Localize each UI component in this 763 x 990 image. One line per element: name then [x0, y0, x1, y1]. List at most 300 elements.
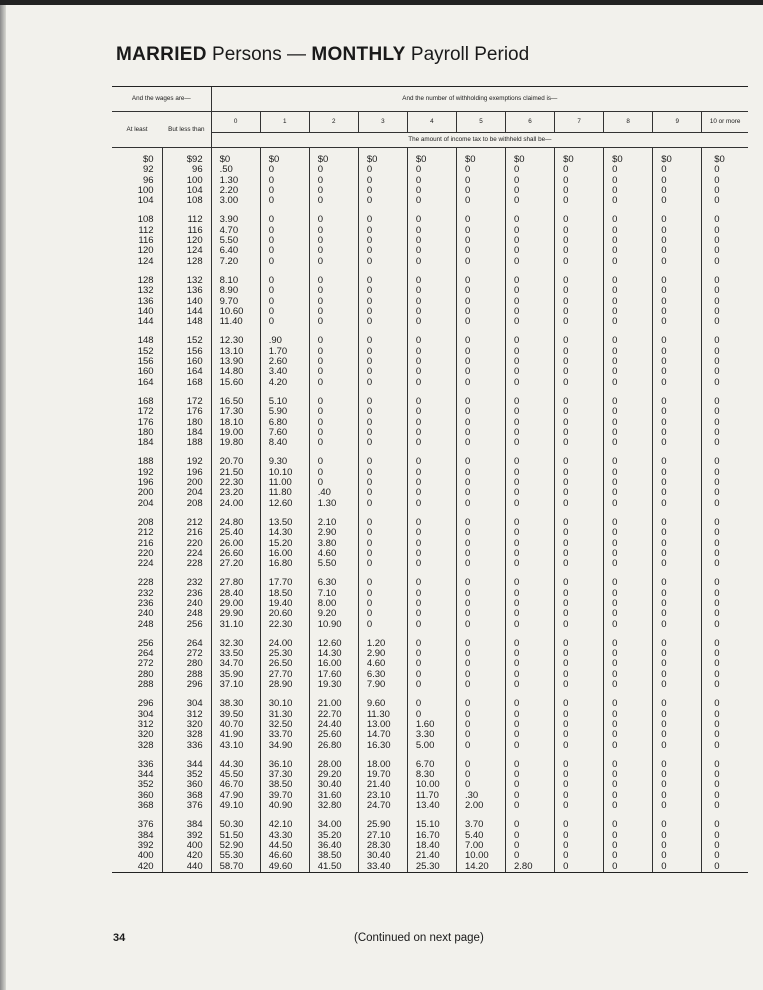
row-group: [563, 267, 603, 327]
row-group: [163, 327, 203, 387]
wage-value: 400: [137, 850, 154, 862]
tax-value: 0: [714, 637, 720, 649]
tax-value: 0: [563, 416, 569, 428]
tax-value: 18.50: [268, 587, 293, 599]
row-group: [269, 448, 309, 508]
column-exemptions-5: [456, 148, 505, 873]
row-group: [269, 267, 309, 327]
tax-value: 0: [464, 195, 471, 207]
tax-value: 0: [464, 637, 471, 649]
tax-value: 7.60: [268, 426, 288, 438]
row-group: [367, 690, 407, 750]
tax-value: 1.30: [317, 497, 337, 509]
tax-value: 6.40: [219, 245, 239, 257]
wage-value: 152: [137, 345, 154, 357]
tax-value: 0: [415, 184, 422, 196]
tax-value: 19.00: [219, 426, 244, 438]
tax-value: 0: [317, 356, 324, 368]
tax-value: 0: [612, 758, 618, 770]
tax-value: 0: [661, 235, 667, 247]
tax-value: 5.50: [317, 558, 337, 570]
tax-value: 25.90: [366, 819, 391, 831]
tax-value: 0: [415, 527, 422, 539]
tax-value: 0: [563, 829, 569, 841]
tax-value: 33.50: [219, 648, 244, 660]
row-group: [514, 206, 554, 266]
row-group: [514, 448, 554, 508]
tax-value: $0: [612, 154, 623, 165]
tax-value: 0: [714, 497, 720, 509]
tax-value: 0: [612, 516, 618, 528]
tax-value: 0: [415, 648, 422, 660]
tax-value: 0: [317, 345, 324, 357]
row-group: [220, 751, 260, 811]
tax-value: 0: [612, 224, 618, 236]
tax-value: 0: [464, 779, 471, 791]
tax-value: 10.00: [415, 779, 440, 791]
tax-value: 0: [317, 316, 324, 328]
tax-value: 0: [563, 648, 569, 660]
wage-value: 180: [137, 426, 154, 438]
row-group: [563, 327, 603, 387]
tax-value: 0: [563, 335, 569, 347]
tax-value: 0: [661, 829, 667, 841]
tax-value: 0: [268, 195, 274, 207]
tax-value: 4.20: [268, 376, 288, 388]
row-group: [220, 811, 260, 871]
wage-value: 312: [137, 718, 154, 730]
wage-value: 200: [186, 477, 203, 489]
wage-value: 228: [137, 577, 154, 589]
wage-value: 136: [137, 295, 154, 307]
tax-value: 0: [317, 477, 324, 489]
tax-value: 0: [366, 547, 373, 559]
tax-value: 0: [464, 758, 471, 770]
row-group: [563, 388, 603, 448]
tax-value: 0: [317, 305, 324, 317]
tax-value: 0: [514, 679, 520, 691]
tax-value: 0: [464, 376, 471, 388]
tax-value: 0: [563, 839, 569, 851]
tax-value: 0: [514, 335, 520, 347]
tax-value: .50: [219, 164, 233, 176]
tax-value: 2.80: [514, 860, 533, 872]
tax-value: 40.70: [219, 718, 244, 730]
tax-value: 0: [714, 668, 720, 680]
tax-value: 0: [714, 437, 720, 449]
tax-value: 0: [366, 376, 373, 388]
tax-value: 30.40: [366, 850, 391, 862]
tax-value: 0: [612, 618, 618, 630]
tax-value: 0: [464, 345, 471, 357]
wage-value: 288: [186, 668, 203, 680]
tax-value: 0: [415, 164, 422, 176]
wage-value: 208: [186, 497, 203, 509]
row-group: [163, 206, 203, 266]
withholding-table: [112, 86, 748, 873]
tax-value: 0: [714, 285, 720, 297]
wage-value: 312: [186, 708, 203, 720]
row-group: [163, 811, 203, 871]
tax-value: 0: [563, 819, 569, 831]
column-exemptions-3: [358, 148, 407, 873]
tax-value: 0: [612, 819, 618, 831]
col-header-4: 4: [407, 112, 456, 133]
page-number: 34: [113, 932, 126, 944]
tax-value: 0: [514, 658, 520, 670]
row-group: [220, 690, 260, 750]
tax-value: 20.60: [268, 608, 293, 620]
tax-value: 0: [661, 174, 667, 186]
col-header-2: 2: [309, 112, 358, 133]
tax-value: 0: [366, 255, 373, 267]
tax-value: 0: [366, 184, 373, 196]
tax-value: 0: [514, 255, 520, 267]
tax-value: 0: [464, 527, 471, 539]
row-group: [714, 388, 748, 448]
tax-value: 0: [514, 406, 520, 418]
tax-value: 9.30: [268, 456, 288, 468]
row-group: [514, 690, 554, 750]
wage-value: 272: [137, 658, 154, 670]
tax-value: 0: [563, 597, 569, 609]
tax-value: 0: [563, 779, 569, 791]
tax-value: 28.00: [317, 758, 342, 770]
row-group: [661, 448, 701, 508]
col-header-7: 7: [555, 112, 604, 133]
tax-value: 0: [366, 466, 373, 478]
row-group: [112, 751, 154, 811]
wage-value: 240: [137, 608, 154, 620]
tax-value: 37.30: [268, 769, 293, 781]
tax-value: 0: [366, 587, 373, 599]
tax-value: $0: [661, 154, 672, 165]
tax-value: 0: [661, 224, 667, 236]
wage-value: 344: [137, 769, 154, 781]
row-group: [163, 690, 203, 750]
tax-value: 0: [317, 466, 324, 478]
tax-value: 0: [563, 618, 569, 630]
tax-value: 0: [714, 789, 720, 801]
tax-value: 0: [661, 547, 667, 559]
row-group: [563, 148, 603, 206]
tax-value: 0: [612, 637, 618, 649]
tax-value: 0: [661, 426, 667, 438]
tax-value: 33.70: [268, 729, 293, 741]
col-header-8: 8: [604, 112, 653, 133]
tax-value: 0: [366, 497, 373, 509]
row-group: [514, 267, 554, 327]
tax-value: 16.50: [219, 395, 244, 407]
tax-value: 0: [415, 477, 422, 489]
tax-value: 3.00: [219, 195, 239, 207]
tax-value: 0: [563, 366, 569, 378]
tax-value: 0: [268, 274, 274, 286]
wage-value: 104: [186, 184, 203, 196]
tax-value: 0: [714, 698, 720, 710]
tax-value: 0: [514, 395, 520, 407]
wage-value: 224: [186, 547, 203, 559]
row-group: [220, 630, 260, 690]
tax-header: The amount of income tax to be withheld shall be—: [211, 133, 748, 148]
tax-value: 0: [563, 437, 569, 449]
tax-value: 0: [366, 214, 373, 226]
tax-value: 0: [514, 305, 520, 317]
tax-value: 26.50: [268, 658, 293, 670]
row-group: [563, 569, 603, 629]
row-group: [465, 448, 505, 508]
tax-value: 0: [612, 708, 618, 720]
row-group: [318, 448, 358, 508]
column-exemptions-2: [309, 148, 358, 873]
tax-value: 0: [612, 174, 618, 186]
tax-value: 35.20: [317, 829, 342, 841]
column-exemptions-8: [604, 148, 653, 873]
tax-value: 0: [612, 739, 618, 751]
tax-value: 0: [317, 235, 324, 247]
tax-value: 25.30: [415, 860, 440, 872]
tax-value: 51.50: [219, 829, 244, 841]
tax-value: 0: [464, 356, 471, 368]
tax-value: 9.20: [317, 608, 337, 620]
tax-value: 34.00: [317, 819, 342, 831]
continued-note: (Continued on next page): [354, 932, 484, 944]
tax-value: .30: [464, 789, 479, 801]
tax-value: 0: [317, 245, 324, 257]
tax-value: 22.30: [268, 618, 293, 630]
wage-value: 328: [137, 739, 154, 751]
row-group: [714, 327, 748, 387]
row-group: [112, 630, 154, 690]
tax-value: 10.00: [464, 850, 489, 862]
tax-value: 1.30: [219, 174, 239, 186]
tax-value: 0: [612, 376, 618, 388]
tax-value: 4.60: [317, 547, 337, 559]
tax-value: 0: [661, 739, 667, 751]
col-header-1: 1: [260, 112, 309, 133]
tax-value: 0: [661, 366, 667, 378]
tax-value: 47.90: [219, 789, 244, 801]
tax-value: 0: [514, 537, 520, 549]
tax-value: 49.10: [219, 800, 244, 812]
wage-value: 272: [186, 648, 203, 660]
tax-value: 0: [714, 558, 720, 570]
tax-value: 0: [661, 487, 667, 499]
wage-value: 376: [186, 800, 203, 812]
row-group: [163, 751, 203, 811]
tax-value: 0: [415, 174, 422, 186]
tax-value: 0: [464, 456, 471, 468]
tax-value: 0: [464, 184, 471, 196]
tax-value: 0: [464, 235, 471, 247]
tax-value: 0: [714, 195, 720, 207]
tax-value: 14.30: [317, 648, 342, 660]
tax-value: 0: [464, 285, 471, 297]
tax-value: 0: [415, 224, 422, 236]
tax-value: 30.40: [317, 779, 342, 791]
table-body: [112, 148, 748, 873]
tax-value: 0: [563, 729, 569, 741]
tax-value: 0: [714, 316, 720, 328]
tax-value: 0: [563, 345, 569, 357]
tax-value: 0: [563, 789, 569, 801]
tax-value: 29.20: [317, 769, 342, 781]
tax-value: 0: [514, 285, 520, 297]
wage-value: 232: [186, 577, 203, 589]
tax-value: 27.70: [268, 668, 293, 680]
tax-value: 0: [464, 658, 471, 670]
tax-value: 0: [563, 174, 569, 186]
tax-value: 0: [661, 679, 667, 691]
tax-value: 0: [714, 295, 720, 307]
row-group: [112, 448, 154, 508]
tax-value: .90: [268, 335, 282, 347]
tax-value: 0: [464, 729, 471, 741]
tax-value: 0: [514, 839, 520, 851]
wage-value: 280: [137, 668, 154, 680]
tax-value: 0: [661, 668, 667, 680]
tax-value: 0: [366, 577, 373, 589]
tax-value: $0: [514, 154, 525, 165]
tax-value: 6.80: [268, 416, 288, 428]
tax-value: 23.10: [366, 789, 391, 801]
tax-value: 0: [714, 608, 720, 620]
tax-value: 0: [612, 456, 618, 468]
row-group: [269, 206, 309, 266]
tax-value: 0: [714, 366, 720, 378]
tax-value: 0: [514, 668, 520, 680]
tax-value: 19.80: [219, 437, 244, 449]
tax-value: 0: [661, 437, 667, 449]
tax-value: 0: [268, 295, 274, 307]
row-group: [416, 267, 456, 327]
tax-value: 0: [415, 416, 422, 428]
tax-value: 0: [714, 477, 720, 489]
tax-value: 0: [464, 516, 471, 528]
tax-value: 41.50: [317, 860, 342, 872]
tax-value: 11.80: [268, 487, 292, 499]
tax-value: 0: [612, 587, 618, 599]
tax-value: 35.90: [219, 668, 244, 680]
tax-value: 0: [661, 184, 667, 196]
row-group: [612, 509, 652, 569]
row-group: [112, 509, 154, 569]
wage-value: 200: [137, 487, 154, 499]
tax-value: 43.30: [268, 829, 293, 841]
tax-value: 0: [464, 335, 471, 347]
wage-value: $92: [186, 154, 203, 165]
tax-value: 0: [464, 366, 471, 378]
tax-value: 0: [563, 245, 569, 257]
tax-value: 0: [317, 195, 324, 207]
row-group: [612, 206, 652, 266]
wage-value: 144: [186, 305, 203, 317]
tax-value: 0: [415, 516, 422, 528]
tax-value: 0: [714, 547, 720, 559]
col-header-3: 3: [358, 112, 407, 133]
tax-value: 0: [317, 335, 324, 347]
tax-value: 32.50: [268, 718, 293, 730]
tax-value: 0: [317, 406, 324, 418]
tax-value: 16.80: [268, 558, 293, 570]
tax-value: 0: [612, 850, 618, 862]
tax-value: 0: [714, 679, 720, 691]
tax-value: 1.70: [268, 345, 288, 357]
wage-value: 384: [186, 819, 203, 831]
row-group: [714, 206, 748, 266]
tax-value: 0: [612, 769, 618, 781]
tax-value: 34.90: [268, 739, 293, 751]
wage-value: 440: [186, 860, 203, 872]
tax-value: 45.50: [219, 769, 244, 781]
row-group: [563, 690, 603, 750]
tax-value: 0: [415, 255, 422, 267]
tax-value: 0: [514, 829, 520, 841]
tax-value: 0: [268, 224, 274, 236]
wage-value: 392: [137, 839, 154, 851]
top-rule: [0, 0, 763, 5]
tax-value: 0: [661, 587, 667, 599]
tax-value: 31.30: [268, 708, 293, 720]
tax-value: 0: [714, 729, 720, 741]
wage-value: 156: [186, 345, 203, 357]
row-group: [612, 751, 652, 811]
tax-value: 0: [366, 295, 373, 307]
tax-value: 0: [563, 376, 569, 388]
row-group: [465, 267, 505, 327]
tax-value: 0: [563, 497, 569, 509]
tax-value: 0: [514, 416, 520, 428]
tax-value: 0: [661, 456, 667, 468]
tax-value: 0: [415, 608, 422, 620]
tax-value: 0: [563, 487, 569, 499]
row-group: [661, 751, 701, 811]
tax-value: 0: [612, 668, 618, 680]
wage-value: 220: [186, 537, 203, 549]
wage-value: 104: [137, 195, 154, 207]
tax-value: 0: [514, 184, 520, 196]
tax-value: 0: [661, 376, 667, 388]
tax-value: 0: [514, 456, 520, 468]
tax-value: 0: [661, 698, 667, 710]
row-group: [367, 509, 407, 569]
tax-value: 44.50: [268, 839, 293, 851]
tax-value: 0: [514, 245, 520, 257]
row-group: [269, 509, 309, 569]
tax-value: 39.50: [219, 708, 244, 720]
row-group: [112, 811, 154, 871]
row-group: [465, 569, 505, 629]
tax-value: 46.70: [219, 779, 244, 791]
title-payroll: Payroll Period: [410, 44, 530, 65]
tax-value: 0: [464, 497, 471, 509]
row-group: [465, 206, 505, 266]
tax-value: 0: [514, 547, 520, 559]
tax-value: 14.20: [464, 860, 489, 872]
tax-value: 0: [612, 477, 618, 489]
tax-value: 0: [317, 214, 324, 226]
wage-value: 304: [186, 698, 203, 710]
tax-value: 0: [563, 164, 569, 176]
tax-value: 0: [317, 274, 324, 286]
tax-value: 0: [415, 305, 422, 317]
tax-value: 0: [268, 214, 274, 226]
tax-value: 0: [714, 184, 720, 196]
tax-value: 0: [714, 335, 720, 347]
wage-value: 92: [142, 164, 154, 176]
tax-value: 0: [714, 345, 720, 357]
tax-value: 17.60: [317, 668, 342, 680]
